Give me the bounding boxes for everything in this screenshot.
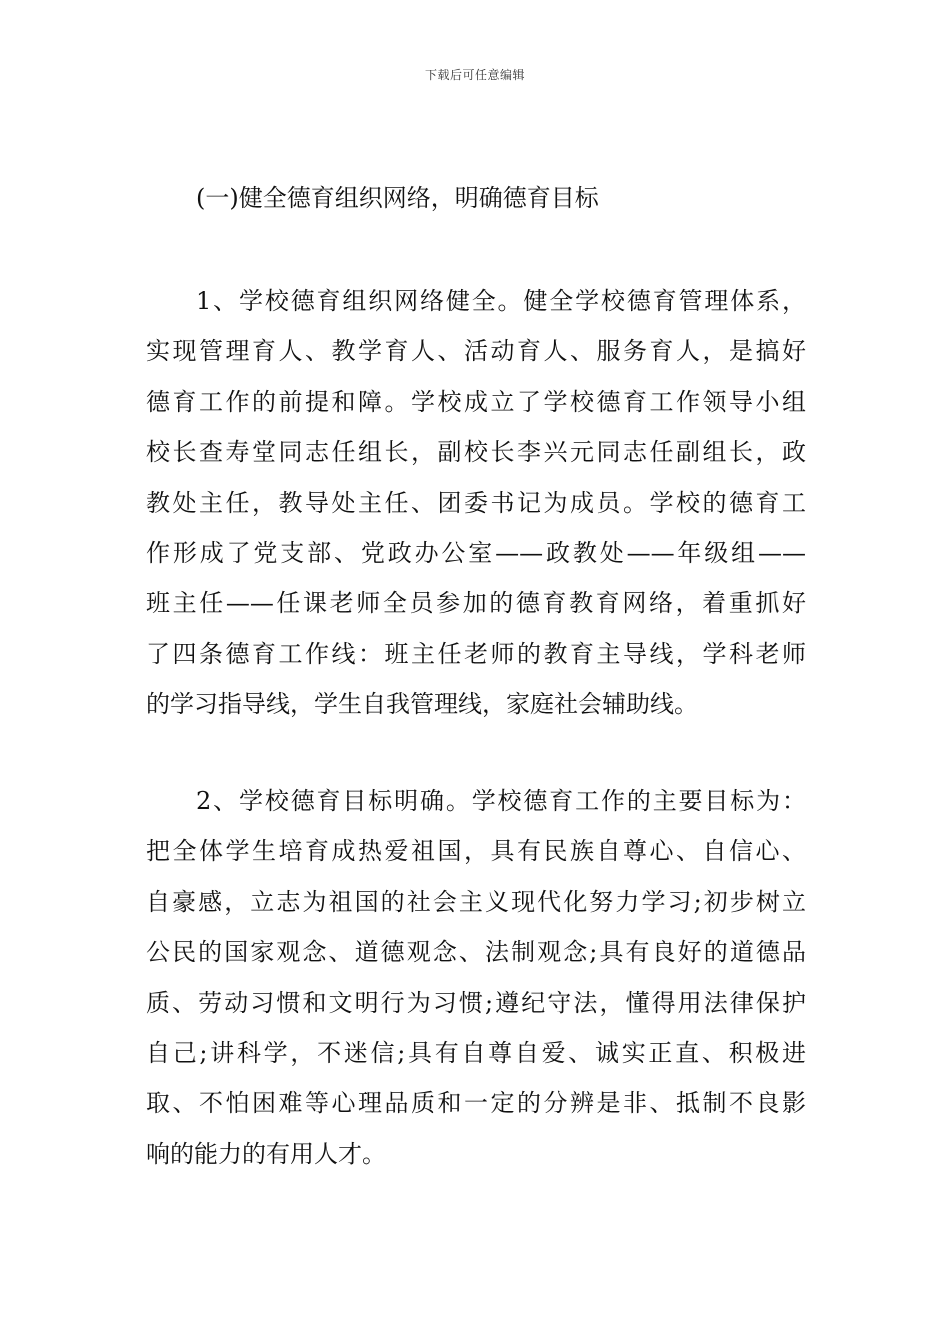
paragraph-2 — [146, 776, 806, 1179]
paragraph-line: 校长查寿堂同志任组长，副校长李兴元同志任副组长，政 — [146, 438, 806, 467]
paragraph-line: 公民的国家观念、道德观念、法制观念;具有良好的道德品 — [146, 938, 806, 967]
paragraph-line: 了四条德育工作线：班主任老师的教育主导线，学科老师 — [146, 639, 806, 668]
paragraph-line: 班主任——任课老师全员参加的德育教育网络，着重抓好 — [146, 589, 806, 618]
paragraph-line: 的学习指导线，学生自我管理线，家庭社会辅助线。 — [146, 690, 698, 719]
paragraph-line: 响的能力的有用人才。 — [146, 1139, 386, 1168]
paragraph-line: 自豪感，立志为祖国的社会主义现代化努力学习;初步树立 — [146, 887, 806, 916]
paragraph-1 — [146, 276, 806, 730]
page-header-note: 下载后可任意编辑 — [424, 68, 525, 82]
paragraph-line: 自己;讲科学，不迷信;具有自尊自爱、诚实正直、积极进 — [146, 1039, 806, 1068]
paragraph-line: 1、学校德育组织网络健全。健全学校德育管理体系， — [196, 287, 806, 315]
paragraph-line: 教处主任，教导处主任、团委书记为成员。学校的德育工 — [146, 488, 806, 517]
paragraph-line: 德育工作的前提和障。学校成立了学校德育工作领导小组 — [146, 387, 806, 416]
section-heading: (一)健全德育组织网络，明确德育目标 — [196, 184, 599, 212]
paragraph-line: 作形成了党支部、党政办公室——政教处——年级组—— — [146, 539, 806, 568]
paragraph-line: 把全体学生培育成热爱祖国，具有民族自尊心、自信心、 — [146, 837, 806, 866]
paragraph-line: 2、学校德育目标明确。学校德育工作的主要目标为： — [196, 787, 806, 815]
paragraph-line: 取、不怕困难等心理品质和一定的分辨是非、抵制不良影 — [146, 1089, 806, 1118]
paragraph-line: 质、劳动习惯和文明行为习惯;遵纪守法，懂得用法律保护 — [146, 988, 806, 1017]
paragraph-line: 实现管理育人、教学育人、活动育人、服务育人，是搞好 — [146, 337, 806, 366]
